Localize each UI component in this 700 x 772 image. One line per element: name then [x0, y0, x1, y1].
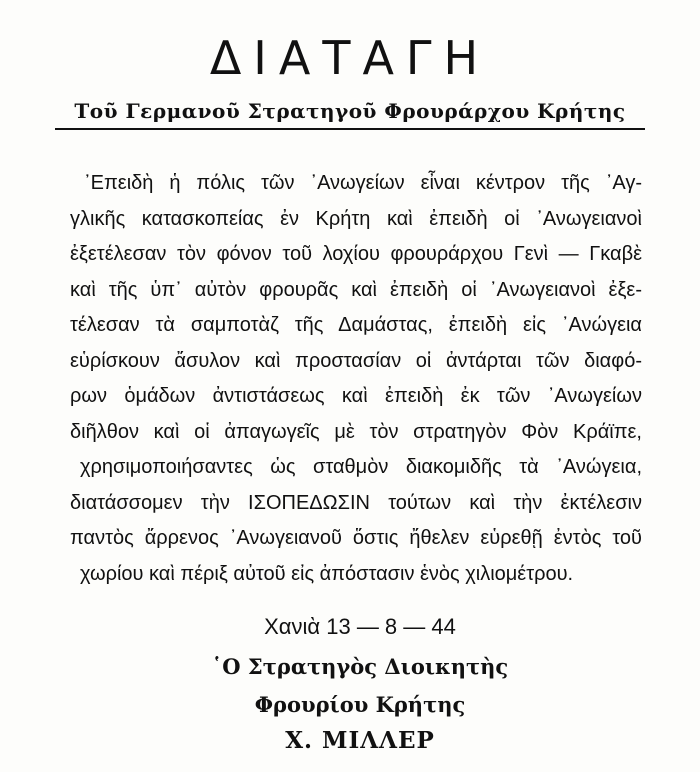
body-line: ᾿Επειδὴ ἡ πόλις τῶν ᾿Ανωγείων εἶναι κέντρον τῆς ᾿Αγ-: [84, 172, 642, 194]
signature-office: Φρουρίου Κρήτης: [254, 692, 466, 717]
body-line: χωρίου καὶ πέριξ αὐτοῦ εἰς ἀπόστασιν ἑνὸς χιλιομέτρου.: [80, 562, 574, 585]
signature-title: ῾Ο Στρατηγὸς Διοικητὴς: [211, 654, 509, 679]
body-line: παντὸς ἄρρενος ᾿Ανωγειανοῦ ὅστις ἤθελεν εὑρεθῇ ἐντὸς τοῦ: [70, 527, 642, 549]
signature-name: Χ. ΜΙΛΛΕΡ: [285, 727, 435, 754]
decree-body: [70, 166, 642, 592]
body-line: γλικῆς κατασκοπείας ἐν Κρήτη καὶ ἐπειδὴ οἱ ᾿Ανωγειανοὶ: [70, 207, 642, 230]
body-line: καὶ τῆς ὑπ᾿ αὐτὸν φρουρᾶς καὶ ἐπειδὴ οἱ ᾿Ανωγειανοὶ ἐξε-: [70, 278, 642, 301]
body-line: τέλεσαν τὰ σαμποτὰζ τῆς Δαμάστας, ἐπειδὴ εἰς ᾿Ανώγεια: [70, 314, 642, 336]
body-line: ἐξετέλεσαν τὸν φόνον τοῦ λοχίου φρουράρχου Γενὶ — Γκαβὲ: [70, 243, 642, 265]
body-line: χρησιμοποιήσαντες ὡς σταθμὸν διακομιδῆς τὰ ᾿Ανώγεια,: [80, 456, 642, 478]
body-line: διῆλθον καὶ οἱ ἀπαγωγεῖς μὲ τὸν στρατηγὸν Φὸν Κράϊπε,: [70, 420, 642, 443]
document-title: ΔΙΑΤΑΓΗ: [209, 31, 491, 85]
body-line: ρων ὁμάδων ἀντιστάσεως καὶ ἐπειδὴ ἐκ τῶν ᾿Ανωγείων: [70, 385, 642, 407]
body-line: διατάσσομεν τὴν ΙΣΟΠΕΔΩΣΙΝ τούτων καὶ τὴν ἐκτέλεσιν: [70, 491, 642, 514]
document-subtitle: Τοῦ Γερμανοῦ Στρατηγοῦ Φρουράρχου Κρήτης: [55, 96, 645, 130]
body-line: εὑρίσκουν ἄσυλον καὶ προστασίαν οἱ ἀντάρται τῶν διαφό-: [70, 349, 642, 372]
document-date: Χανιὰ 13 — 8 — 44: [264, 614, 456, 639]
